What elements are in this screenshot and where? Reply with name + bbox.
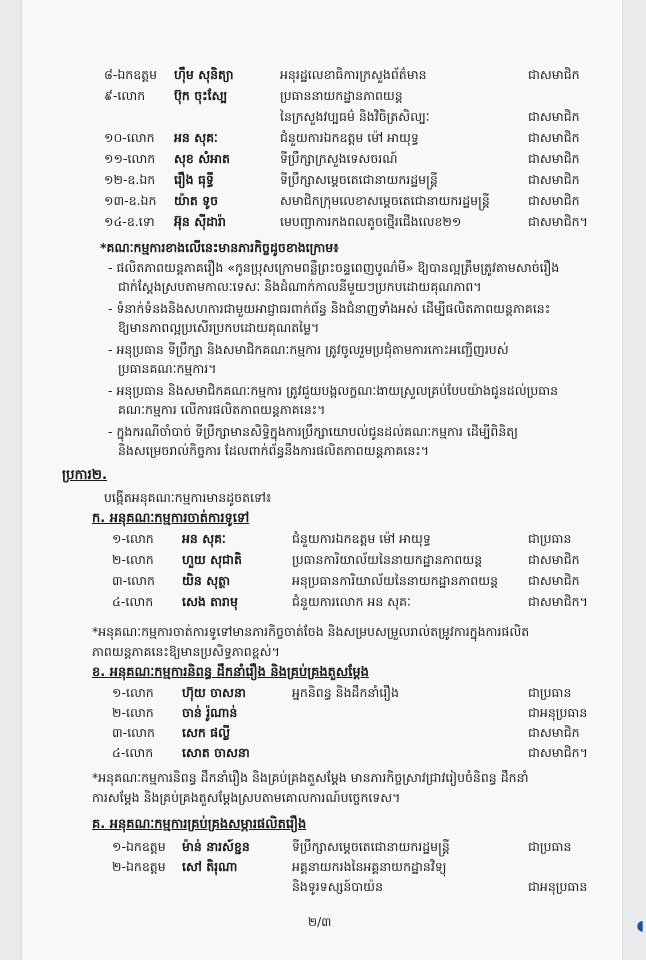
person-name: យ៉ាត ទូច bbox=[174, 193, 219, 208]
person-name: រឿង ធុទ្ធី bbox=[174, 172, 214, 187]
person-name: អន សុគៈ bbox=[174, 130, 218, 145]
member-status: ជាសមាជិក bbox=[528, 552, 580, 567]
member-status: ជាសមាជិក bbox=[528, 573, 580, 588]
person-role: នៃក្រសួងវប្បធម៌ និងវិចិត្រសិល្បៈ bbox=[280, 109, 430, 124]
person-name: សេង តារាមុ bbox=[182, 594, 238, 609]
person-name: ប៊ុក ចុះស្បែ bbox=[174, 88, 228, 103]
person-name: អ៊ុន ស៊ីដារ៉ា bbox=[174, 214, 226, 229]
row-number: ២-លោក bbox=[112, 552, 154, 567]
row-number: ១៣-ឧ.ឯក bbox=[104, 193, 157, 208]
person-role: អនុប្រធានការិយាល័យនៃនាយកដ្ឋានភាពយន្ត bbox=[292, 573, 499, 588]
person-name: ចាន់ រ៉ូណាន់ bbox=[182, 705, 238, 720]
section-ka-note-line1: *អនុគណៈកម្មការចាត់ការទូទៅមានភារកិច្ចចាត់ចែង និងសម្របសម្រួលរាល់តម្រូវការក្នុងការផលិត bbox=[92, 624, 530, 639]
member-status: ជាសមាជិក bbox=[528, 130, 580, 145]
person-role: ទីប្រឹក្សាក្រសួងទេសចរណ៍ bbox=[280, 151, 398, 166]
member-status: ជាប្រធាន bbox=[528, 839, 572, 854]
person-role: ទីប្រឹក្សាសម្តេចតេជោនាយករដ្ឋមន្ត្រី bbox=[280, 172, 438, 187]
duty-line: - ក្នុងករណីចាំបាច់ ទីប្រឹក្សាមានសិទ្ធិក្នុងការប្រឹក្សាយោបល់ជូនដល់គណៈកម្មការ ដើម្បីពិនិត្យ bbox=[108, 424, 518, 439]
row-number: ២-លោក bbox=[112, 705, 154, 720]
row-number: ១-លោក bbox=[112, 531, 154, 546]
duty-line: - អនុប្រធាន និងសមាជិកគណៈកម្មការ ត្រូវជួយបង្កលក្ខណៈងាយស្រួលគ្រប់បែបយ៉ាងជូនដល់ប្រធាន bbox=[108, 383, 559, 398]
row-number: ៤-លោក bbox=[112, 745, 154, 760]
member-status: ជាអនុប្រធាន bbox=[528, 705, 588, 720]
document-page bbox=[22, 0, 622, 960]
member-status: ជាសមាជិក bbox=[528, 725, 580, 740]
person-role: អនុរដ្ឋលេខាធិការក្រសួងព័ត៌មាន bbox=[280, 67, 427, 82]
row-number: ៣-លោក bbox=[112, 725, 155, 740]
row-number: ៩-លោក bbox=[104, 88, 146, 103]
duty-line: ប្រធានគណៈកម្មការ។ bbox=[118, 361, 217, 376]
person-role: និងទូរទស្សន៍បាយ៉ន bbox=[292, 879, 384, 894]
person-role: សមាជិកក្រុមលេខាសម្តេចតេជោនាយករដ្ឋមន្ត្រី bbox=[280, 193, 490, 208]
member-status: ជាសមាជិក bbox=[528, 67, 580, 82]
article-2-heading: ប្រការ២. bbox=[62, 467, 108, 483]
person-name: យិន សុត្ថា bbox=[182, 573, 230, 588]
member-status: ជាសមាជិក bbox=[528, 193, 580, 208]
page-number: ២/៣ bbox=[308, 915, 332, 929]
row-number: ១-ឯកឧត្តម bbox=[112, 839, 166, 854]
duties-title: *គណៈកម្មការខាងលើនេះមានភារកិច្ចដូចខាងក្រោម៖ bbox=[100, 240, 339, 255]
person-role: អ្នកនិពន្ធ និងដឹកនាំរឿង bbox=[292, 685, 399, 700]
person-role: ប្រធាននាយកដ្ឋានភាពយន្ត bbox=[280, 88, 403, 103]
person-name: សេក ផល្លី bbox=[182, 725, 230, 740]
duty-line: - អនុប្រធាន ទីប្រឹក្សា និងសមាជិកគណៈកម្មការ ត្រូវចូលរួមប្រជុំតាមការកោះអញ្ជើញរបស់ bbox=[108, 342, 509, 357]
duty-line: ជាក់ស្តែងស្របតាមកាលៈទេសៈ និងដំណាក់កាលនីមួយៗប្រកបដោយគុណភាព។ bbox=[118, 279, 482, 294]
member-status: ជាប្រធាន bbox=[528, 685, 572, 700]
duty-line: - ផលិតភាពយន្តភាគរឿង «កូនប្រុសក្រោមពន្លឺព្រះចន្ទពេញបូណ៌មី» ឱ្យបានល្អត្រឹមត្រូវតាមសាច់រឿង bbox=[108, 260, 560, 275]
section-kha-title: ខ. អនុគណៈកម្មការនិពន្ធ ដឹកនាំរឿង និងគ្រប់គ្រងតួសម្តែង bbox=[92, 665, 369, 680]
row-number: ៤-លោក bbox=[112, 594, 154, 609]
member-status: ជាអនុប្រធាន bbox=[528, 879, 588, 894]
row-number: ១១-លោក bbox=[104, 151, 156, 166]
member-status: ជាសមាជិក bbox=[528, 172, 580, 187]
member-status: ជាប្រធាន bbox=[528, 531, 572, 546]
row-number: ៣-លោក bbox=[112, 573, 155, 588]
person-name: ហួយ សុជាតិ bbox=[182, 552, 242, 567]
person-name: សៅ តិរុណា bbox=[182, 859, 238, 874]
person-name: សុខ សំអាត bbox=[174, 151, 230, 166]
person-role: ទីប្រឹក្សាសម្តេចតេជោនាយករដ្ឋមន្ត្រី bbox=[292, 839, 450, 854]
duty-line: - ទំនាក់ទំនងនិងសហការជាមួយអាជ្ញាធរពាក់ព័ន្ធ និងជំនាញទាំងអស់ ដើម្បីផលិតភាពយន្តភាគនេះ bbox=[108, 301, 551, 316]
row-number: ២-ឯកឧត្តម bbox=[112, 859, 166, 874]
person-role: អគ្គនាយករងនៃអគ្គនាយកដ្ឋានវិទ្យុ bbox=[292, 859, 447, 874]
row-number: ១២-ឧ.ឯក bbox=[104, 172, 156, 187]
member-status: ជាសមាជិក។ bbox=[528, 214, 588, 229]
section-ka-title: ក. អនុគណៈកម្មការចាត់ការទូទៅ bbox=[92, 511, 250, 526]
row-number: ១-លោក bbox=[112, 685, 154, 700]
person-role: ជំនួយការលោក អន សុគៈ bbox=[292, 594, 411, 609]
row-number: ១០-លោក bbox=[104, 130, 155, 145]
person-name: ម៉ាន់ នារស៍ខ្ជន bbox=[182, 839, 250, 854]
duty-line: និងសម្រេចរាល់កិច្ចការ ដែលពាក់ព័ន្ធនឹងការផលិតភាពយន្តភាគនេះ។ bbox=[118, 443, 430, 458]
edge-mark-icon: ◖ bbox=[636, 918, 644, 934]
person-name: ហ៊ុយ ចាសនា bbox=[182, 685, 246, 700]
person-role: ប្រធានការិយាល័យនៃនាយកដ្ឋានភាពយន្ត bbox=[292, 552, 483, 567]
person-name: សោត ចាសនា bbox=[182, 745, 250, 760]
row-number: ៨-ឯកឧត្តម bbox=[104, 67, 158, 82]
person-role: ជំនួយការឯកឧត្តម ម៉ៅ អាយុទ្ធ bbox=[292, 531, 431, 546]
person-name: ហ៊ឹម សុនិត្យា bbox=[174, 67, 234, 82]
section-ka-note-line2: ភាពយន្តភាគនេះឱ្យមានប្រសិទ្ធភាពខ្ពស់។ bbox=[92, 644, 280, 659]
article-2-subtitle: បង្កើតអនុគណៈកម្មការមានដូចតទៅ៖ bbox=[104, 490, 272, 505]
duty-line: គណៈកម្មការ លើការផលិតភាពយន្តភាគនេះ។ bbox=[118, 402, 326, 417]
member-status: ជាសមាជិក bbox=[528, 109, 580, 124]
person-role: មេបញ្ជាការកងពលតូចថ្មើរជើងលេខ២១ bbox=[280, 214, 462, 229]
member-status: ជាសមាជិក។ bbox=[528, 594, 588, 609]
person-name: អន សុគៈ bbox=[182, 531, 226, 546]
section-kha-note-line1: *អនុគណៈកម្មការនិពន្ធ ដឹកនាំរឿង និងគ្រប់គ្រងតួសម្តែង មានភារកិច្ចស្រាវជ្រាវរៀបចំនិពន្ធ ដឹកនាំ bbox=[92, 770, 529, 785]
person-role: ជំនួយការឯកឧត្តម ម៉ៅ អាយុទ្ធ bbox=[280, 130, 419, 145]
member-status: ជាសមាជិក។ bbox=[528, 745, 588, 760]
member-status: ជាសមាជិក bbox=[528, 151, 580, 166]
section-kha-note-line2: ការសម្តែង និងគ្រប់គ្រងតួសម្តែងស្របតាមគោលការណ៍បច្ចេកទេស។ bbox=[92, 790, 401, 805]
row-number: ១៤-ឧ.ទោ bbox=[104, 214, 155, 229]
section-ko-title: គ. អនុគណៈកម្មការគ្រប់គ្រងសម្ភារផលិតរឿង bbox=[92, 817, 307, 832]
duty-line: ឱ្យមានភាពល្អប្រសើរប្រកបដោយគុណតម្លៃ។ bbox=[118, 320, 320, 335]
